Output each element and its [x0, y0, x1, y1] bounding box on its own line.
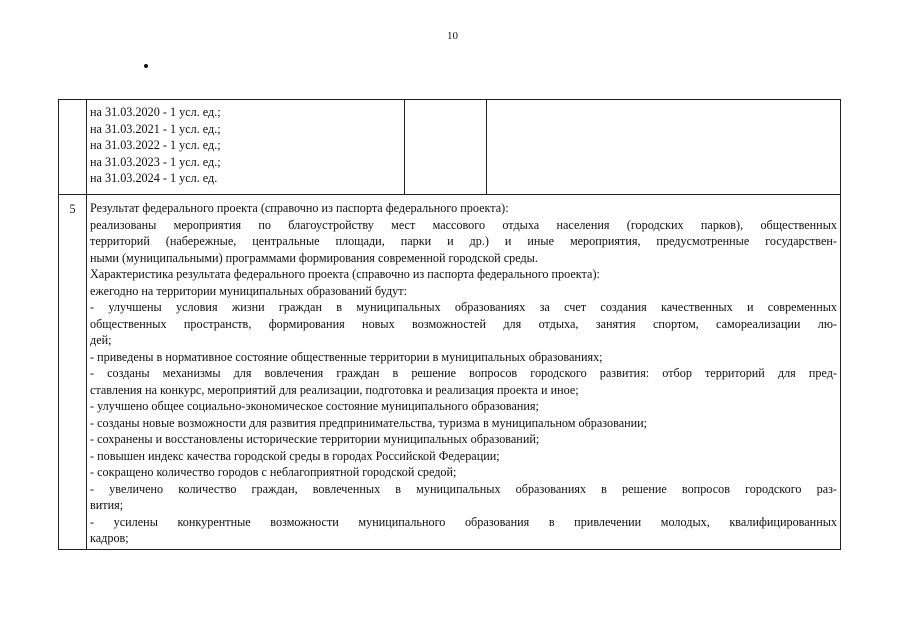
text-line: ными (муниципальными) программами формирования современной городской среды. [90, 250, 538, 265]
date-line: на 31.03.2024 - 1 усл. ед. [90, 171, 218, 185]
text-line: - сокращено количество городов с неблагоприятной городской средой; [90, 465, 457, 479]
text-line: Результат федерального проекта (справочно из паспорта федерального проекта): [90, 201, 509, 215]
text-line: общественных пространств, формирования новых возможностей для отдыха, занятия спортом, самореализации лю- [90, 316, 837, 331]
text-line: - увеличено количество граждан, вовлеченных в муниципальных образованиях в решение вопросов городского раз- [90, 481, 837, 496]
scan-dot [144, 64, 148, 68]
text-line: - приведены в нормативное состояние общественные территории в муниципальных образованиях; [90, 349, 603, 364]
text-line: территорий (набережные, центральные площади, парки и др.) и иные мероприятия, предусмотренные государствен- [90, 234, 837, 248]
text-line: реализованы мероприятия по благоустройству мест массового отдыха населения (городских парков), общественных [90, 217, 837, 232]
date-line: на 31.03.2021 - 1 усл. ед.; [90, 121, 221, 136]
text-line: Характеристика результата федерального проекта (справочно из паспорта федерального проекта): [90, 267, 600, 281]
result-description-cell [87, 195, 841, 550]
empty-cell [487, 100, 841, 195]
text-line: - созданы новые возможности для развития предпринимательства, туризма в муниципальном образовании; [90, 415, 648, 430]
date-line: на 31.03.2020 - 1 усл. ед.; [90, 105, 221, 119]
table-row [59, 100, 841, 195]
text-line: ставления на конкурс, мероприятий для реализации, подготовка и реализация проекта и иное; [90, 382, 579, 397]
row-number: 5 [59, 195, 87, 550]
text-line: дей; [90, 333, 112, 347]
text-line: - усилены конкурентные возможности муниципального образования в привлечении молодых, квалифицированных [90, 514, 837, 529]
text-line: ежегодно на территории муниципальных образований будут: [90, 283, 407, 298]
table-row [59, 195, 841, 550]
row-number-cell [59, 100, 87, 195]
text-line: кадров; [90, 531, 129, 545]
text-line: вития; [90, 498, 124, 512]
empty-cell [405, 100, 487, 195]
dates-cell [87, 100, 405, 195]
page-number: 10 [447, 30, 458, 42]
project-table [58, 99, 841, 550]
date-line: на 31.03.2022 - 1 усл. ед.; [90, 138, 221, 152]
text-line: - созданы механизмы для вовлечения граждан в решение вопросов городского развития: отбор территорий для пред- [90, 366, 837, 380]
text-line: - повышен индекс качества городской среды в городах Российской Федерации; [90, 448, 500, 463]
text-line: - улучшены условия жизни граждан в муниципальных образованиях за счет создания качественных и современных [90, 300, 837, 314]
text-line: - сохранены и восстановлены исторические территории муниципальных образований; [90, 432, 540, 446]
text-line: - улучшено общее социально-экономическое состояние муниципального образования; [90, 399, 539, 413]
date-line: на 31.03.2023 - 1 усл. ед.; [90, 154, 221, 169]
